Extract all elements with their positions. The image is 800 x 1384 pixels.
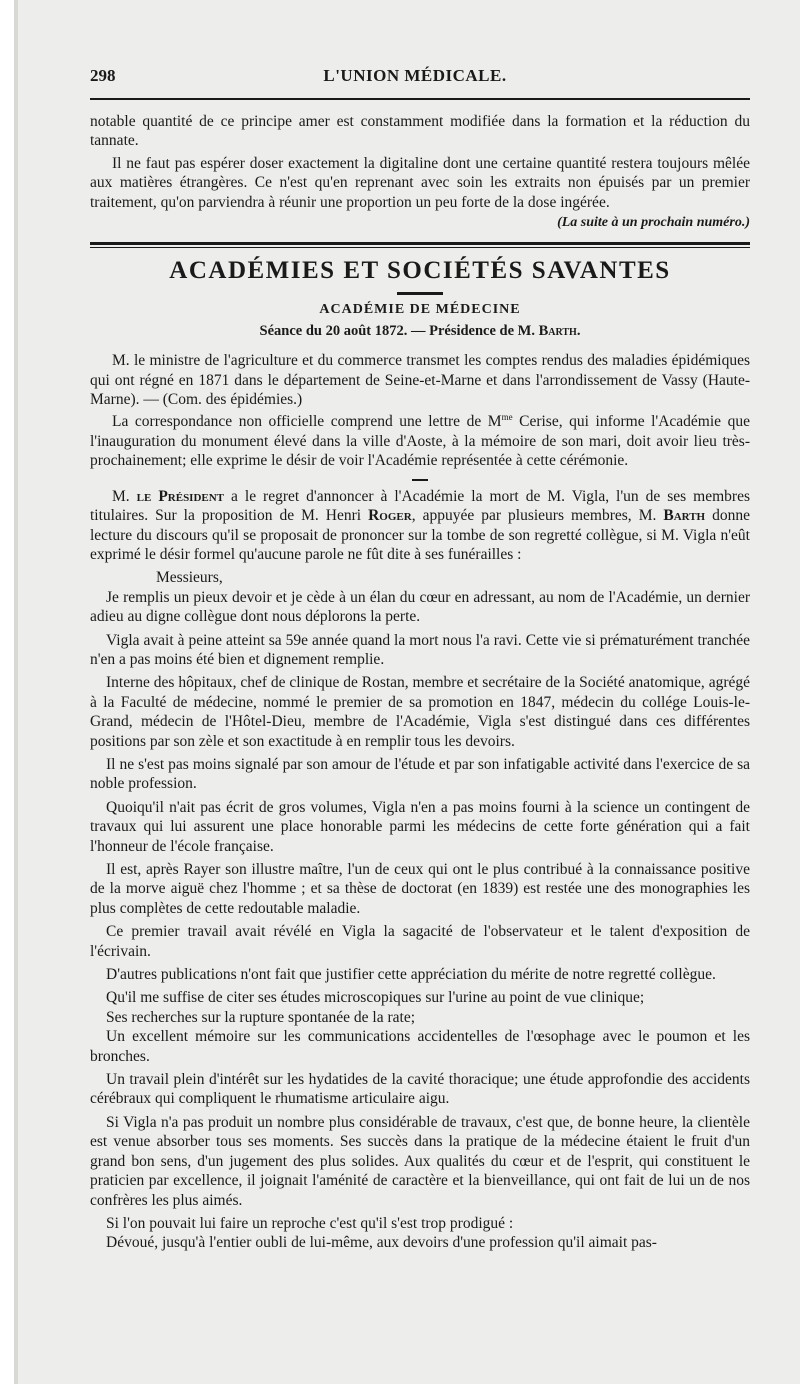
section-title: ACADÉMIES ET SOCIÉTÉS SAVANTES	[169, 257, 671, 285]
seance-president: Barth	[538, 322, 577, 339]
seance-suffix: .	[576, 322, 581, 339]
seance-text: Séance du 20 août 1872. — Présidence de M.	[259, 322, 535, 339]
short-divider	[412, 479, 428, 481]
announcement-text: a le regret d'annoncer à l'Académie la mort de M. Vigla, l'un de ses membres titulaires. Sur la proposition de M. Henri	[90, 487, 750, 525]
section-double-rule	[90, 242, 750, 248]
correspondence-text: La correspondance non officielle comprend une lettre de M	[112, 413, 502, 431]
speech-paragraph: Dévoué, jusqu'à l'entier oubli de lui-même, aux devoirs d'une profession qu'il aimait pas-	[106, 1234, 657, 1252]
correspondence-paragraph: M. le ministre de l'agriculture et du commerce transmet les comptes rendus des maladies épidémiques qui ont régné en 1871 dans le département de Seine-et-Marne et dans l'arrondissement de Vassy (Haute-Marne). — (Com. des épidémies.)	[90, 352, 750, 409]
speech-paragraph: Il ne s'est pas moins signalé par son amour de l'étude et par son infatigable activité dans l'exercice de sa noble profession.	[90, 755, 750, 793]
speech-paragraph: Un travail plein d'intérêt sur les hydatides de la cavité thoracique; une étude approfondie des accidents cérébraux qui compliquent le rhumatisme articulaire aigu.	[90, 1071, 750, 1108]
section-subtitle: ACADÉMIE DE MÉDECINE	[319, 302, 521, 318]
page-edge	[14, 0, 18, 1384]
speech-paragraph: Quoiqu'il n'ait pas écrit de gros volumes, Vigla n'en a pas moins fourni à la science un contingent de travaux qui lui assurent une place honorable parmi les médecins de cette forte génération qui a fait l'honneur de l'école française.	[90, 798, 750, 855]
president-label: le Président	[136, 487, 225, 505]
name-barth: Barth	[663, 507, 706, 525]
speech-paragraph: D'autres publications n'ont fait que justifier cette appréciation du mérite de notre regretté collègue.	[106, 966, 716, 984]
speech-salutation: Messieurs,	[156, 569, 223, 587]
speech-paragraph: Ce premier travail avait révélé en Vigla la sagacité de l'observateur et le talent d'exposition de l'écrivain.	[90, 923, 750, 960]
name-roger: Roger	[368, 507, 412, 525]
superscript: me	[501, 412, 513, 423]
header-rule	[90, 98, 750, 100]
to-be-continued-note: (La suite à un prochain numéro.)	[557, 215, 750, 231]
correspondence-text: Cerise, qui informe l'Académie que l'inauguration du monument élevé dans la ville d'Aoste, à la mémoire de son mari, doit avoir lieu très-prochainement; elle exprime le désir de voir l'Académie représentée à cette cérémonie.	[90, 413, 750, 470]
running-title: L'UNION MÉDICALE.	[323, 66, 507, 85]
speech-paragraph: Vigla avait à peine atteint sa 59e année quand la mort nous l'a ravi. Cette vie si prématurément tranchée n'en a pas moins été bien et dignement remplie.	[90, 631, 750, 668]
announcement-text: donne lecture du discours qu'il se proposait de prononcer sur la tombe de son regretté collègue, si M. Vigla n'eût exprimé le désir formel qu'aucune parole ne fût dite à ses funérailles :	[90, 507, 750, 563]
speech-paragraph: Qu'il me suffise de citer ses études microscopiques sur l'urine au point de vue clinique;	[106, 989, 645, 1007]
page-number: 298	[90, 66, 116, 85]
speech-paragraph: Je remplis un pieux devoir et je cède à un élan du cœur en adressant, au nom de l'Académie, un dernier adieu au digne collègue dont nous déplorons la perte.	[90, 588, 750, 626]
announcement-text: M.	[112, 487, 137, 505]
correspondence-paragraph	[90, 412, 750, 470]
speech-paragraph: Il est, après Rayer son illustre maître, l'un de ceux qui ont le plus contribué à la connaissance positive de la morve aiguë chez l'homme ; et sa thèse de doctorat (en 1839) est restée une des monographies les plus complètes de cette redoutable maladie.	[90, 861, 750, 917]
announcement-paragraph	[90, 487, 750, 565]
continuation-paragraph: Il ne faut pas espérer doser exactement la digitaline dont une certaine quantité restera toujours mêlée aux matières étrangères. Ce n'est qu'en reprenant avec soin les extraits non épuisés par un premier traitement, qu'on parviendra à réunir une proportion un peu forte de la dose ingérée.	[90, 154, 750, 211]
page-content	[90, 66, 750, 1253]
seance-line	[90, 322, 750, 341]
title-divider	[397, 292, 443, 295]
speech-paragraph: Interne des hôpitaux, chef de clinique de Rostan, membre et secrétaire de la Société anatomique, agrégé à la Faculté de médecine, nommé le premier de sa promotion en 1847, médecin du collége Louis-le-Grand, médecin de l'Hôtel-Dieu, membre de l'Académie, Vigla s'est distingué dans ces différentes positions par son zèle et son exactitude à en remplir tous les devoirs.	[90, 674, 750, 750]
speech-paragraph: Ses recherches sur la rupture spontanée de la rate;	[106, 1008, 416, 1026]
continuation-paragraph: notable quantité de ce principe amer est constamment modifiée dans la formation et la réduction du tannate.	[90, 113, 750, 150]
speech-body	[90, 588, 750, 1253]
speech-paragraph: Un excellent mémoire sur les communications accidentelles de l'œsophage avec le poumon et les bronches.	[90, 1028, 750, 1065]
speech-paragraph: Si l'on pouvait lui faire un reproche c'est qu'il s'est trop prodigué :	[106, 1214, 514, 1232]
running-header	[90, 66, 750, 88]
announcement-text: , appuyée par plusieurs membres, M.	[411, 507, 664, 525]
speech-paragraph: Si Vigla n'a pas produit un nombre plus considérable de travaux, c'est que, de bonne heure, la clientèle est venue absorber tous ses moments. Ses succès dans la pratique de la médecine étaient le fruit d'un grand bon sens, d'un jugement des plus solides. Aux qualités du cœur et de l'esprit, qui constituent le praticien par excellence, il joignait l'aménité de caractère et la bienveillance, qui ont fait de lui un de nos confrères les plus aimés.	[90, 1113, 750, 1209]
